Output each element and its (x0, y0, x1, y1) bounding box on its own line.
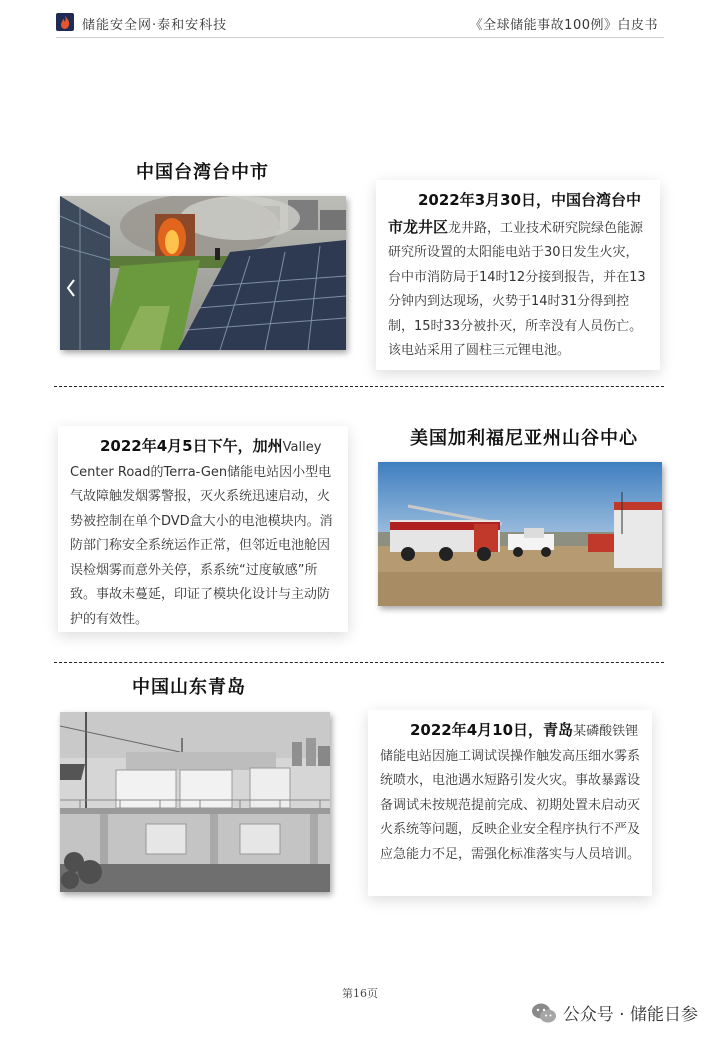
case-body: 龙井路，工业技术研究院绿色能源研究所设置的太阳能电站于30日发生火灾，台中市消防局于14时12分接到报告，并在13分钟内到达现场，火势于14时31分得到控制，15时33分被扑灭，所幸没有人员伤亡。该电站采用了圆柱三元锂电池。 (388, 220, 646, 358)
case-lead: 2022年4月5日下午，加州 (100, 437, 283, 455)
page-number: 第16页 (342, 987, 378, 1000)
case-location-title: 中国台湾台中市 (136, 162, 269, 183)
case-photo-storage-station (60, 712, 330, 892)
header-rule (56, 37, 664, 38)
case-photo-fire-trucks (378, 462, 662, 606)
watermark-text: 公众号 · 储能日参 (562, 1005, 698, 1025)
wechat-icon (531, 1002, 557, 1024)
case-text-card (376, 180, 660, 370)
header-logo-icon (56, 13, 74, 31)
section-divider (54, 662, 664, 663)
header-source: 储能安全网·泰和安科技 (82, 18, 228, 33)
flame-logo-icon (60, 15, 70, 29)
case-photo-solar-fire (60, 196, 346, 350)
case-body: Valley Center Road的Terra-Gen储能电站因小型电气故障触发烟雾警报，灭火系统迅速启动，火势被控制在单个DVD盒大小的电池模块内。消防部门称安全系统运作正常，但邻近电池舱因误检烟雾而意外关停，系系统“过度敏感”所致。事故未蔓延，印证了模块化设计与主动防护的有效性。 (70, 440, 333, 627)
case-lead: 2022年4月10日，青岛 (410, 721, 574, 739)
case-location-title: 美国加利福尼亚州山谷中心 (410, 428, 638, 449)
case-text-card (58, 426, 348, 632)
watermark (531, 1000, 698, 1025)
case-body: 某磷酸铁锂储能电站因施工调试误操作触发高压细水雾系统喷水，电池遇水短路引发火灾。事故暴露设备调试未按规范提前完成、初期处置未启动灭火系统等问题，反映企业安全程序执行不严及应急能力不足，需强化标准落实与人员培训。 (380, 724, 641, 862)
section-divider (54, 386, 664, 387)
case-text-card (368, 710, 652, 896)
case-location-title: 中国山东青岛 (132, 677, 246, 698)
header-document-title: 《全球储能事故100例》白皮书 (469, 18, 658, 33)
case-lead: 2022年3月30日，中国台湾台中市龙井区 (388, 191, 642, 236)
